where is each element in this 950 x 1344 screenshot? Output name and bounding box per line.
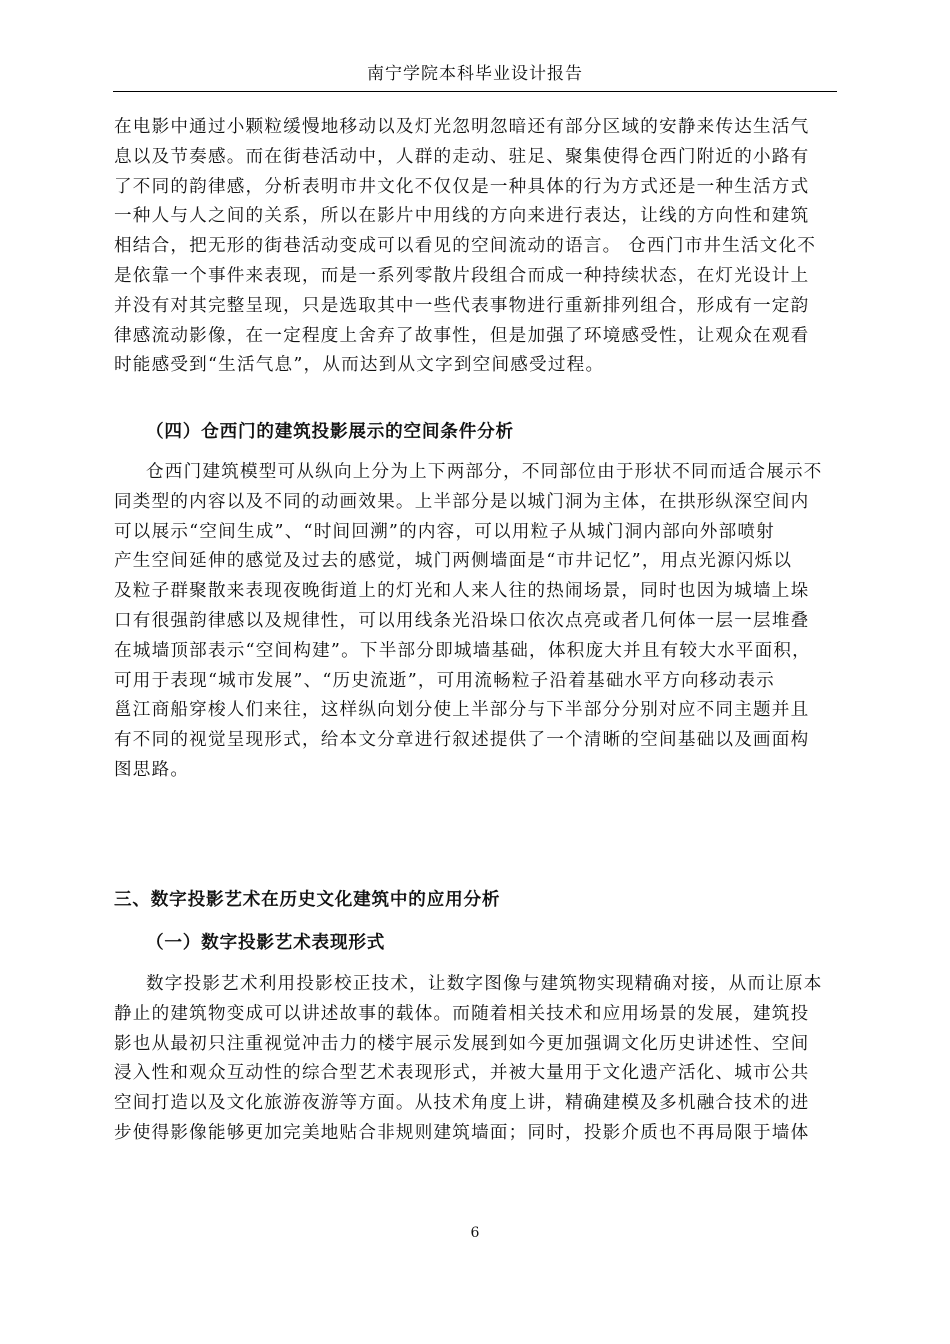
header-rule: [113, 91, 837, 92]
text-line: 息以及节奏感。而在街巷活动中，人群的走动、驻足、聚集使得仓西门附近的小路有: [114, 146, 810, 167]
text-line: 图思路。: [114, 759, 190, 780]
section-heading-3: 三、数字投影艺术在历史文化建筑中的应用分析: [114, 890, 501, 910]
text-line: 可用于表现“城市发展”、“历史流逝”，可用流畅粒子沿着基础水平方向移动表示: [114, 670, 775, 691]
text-line: 时能感受到“生活气息”，从而达到从文字到空间感受过程。: [114, 355, 605, 376]
text-line: 一种人与人之间的关系，所以在影片中用线的方向来进行表达，让线的方向性和建筑: [114, 206, 810, 227]
text-line: 空间打造以及文化旅游夜游等方面。从技术角度上讲，精确建模及多机融合技术的进: [114, 1093, 810, 1114]
text-line: 可以展示“空间生成”、“时间回溯”的内容，可以用粒子从城门洞内部向外部喷射: [114, 521, 775, 542]
text-line: 在电影中通过小颗粒缓慢地移动以及灯光忽明忽暗还有部分区域的安静来传达生活气: [114, 117, 810, 137]
text-line: 邕江商船穿梭人们来往，这样纵向划分使上半部分与下半部分分别对应不同主题并且: [114, 700, 810, 721]
text-line: 仓西门建筑模型可从纵向上分为上下两部分，不同部位由于形状不同而适合展示不: [146, 462, 823, 482]
text-line: 是依靠一个事件来表现，而是一系列零散片段组合而成一种持续状态，在灯光设计上: [114, 265, 810, 286]
running-header: 南宁学院本科毕业设计报告: [367, 64, 583, 84]
text-line: 相结合，把无形的街巷活动变成可以看见的空间流动的语言。 仓西门市井生活文化不: [114, 236, 817, 257]
text-line: 影也从最初只注重视觉冲击力的楼宇展示发展到如今更加强调文化历史讲述性、空间: [114, 1033, 810, 1054]
text-line: 及粒子群聚散来表现夜晚街道上的灯光和人来人往的热闹场景，同时也因为城墙上垛: [114, 581, 810, 602]
paragraph-2: [114, 458, 836, 786]
subsection-heading-4: （四）仓西门的建筑投影展示的空间条件分析: [146, 422, 514, 442]
page-number: 6: [470, 1225, 480, 1241]
text-line: 同类型的内容以及不同的动画效果。上半部分是以城门洞为主体，在拱形纵深空间内: [114, 491, 810, 512]
text-line: 浸入性和观众互动性的综合型艺术表现形式，并被大量用于文化遗产活化、城市公共: [114, 1063, 810, 1084]
text-line: 并没有对其完整呈现，只是选取其中一些代表事物进行重新排列组合，形成有一定韵: [114, 295, 810, 316]
text-line: 在城墙顶部表示“空间构建”。下半部分即城墙基础，体积庞大并且有较大水平面积，: [114, 640, 811, 661]
text-line: 有不同的视觉呈现形式，给本文分章进行叙述提供了一个清晰的空间基础以及画面构: [114, 730, 810, 751]
text-line: 数字投影艺术利用投影校正技术，让数字图像与建筑物实现精确对接，从而让原本: [146, 974, 823, 994]
text-line: 产生空间延伸的感觉及过去的感觉，城门两侧墙面是“市井记忆”，用点光源闪烁以: [114, 551, 793, 572]
text-line: 步使得影像能够更加完美地贴合非规则建筑墙面；同时，投影介质也不再局限于墙体: [114, 1122, 810, 1143]
text-line: 口有很强韵律感以及规律性，可以用线条光沿垛口依次点亮或者几何体一层一层堆叠: [114, 610, 810, 631]
text-line: 静止的建筑物变成可以讲述故事的载体。而随着相关技术和应用场景的发展，建筑投: [114, 1003, 810, 1024]
paragraph-3: [114, 970, 836, 1149]
subsection-heading-1: （一）数字投影艺术表现形式: [146, 933, 386, 953]
text-line: 了不同的韵律感，分析表明市井文化不仅仅是一种具体的行为方式还是一种生活方式: [114, 176, 810, 197]
text-line: 律感流动影像，在一定程度上舍弃了故事性，但是加强了环境感受性，让观众在观看: [114, 325, 810, 346]
paragraph-1: [114, 113, 836, 381]
